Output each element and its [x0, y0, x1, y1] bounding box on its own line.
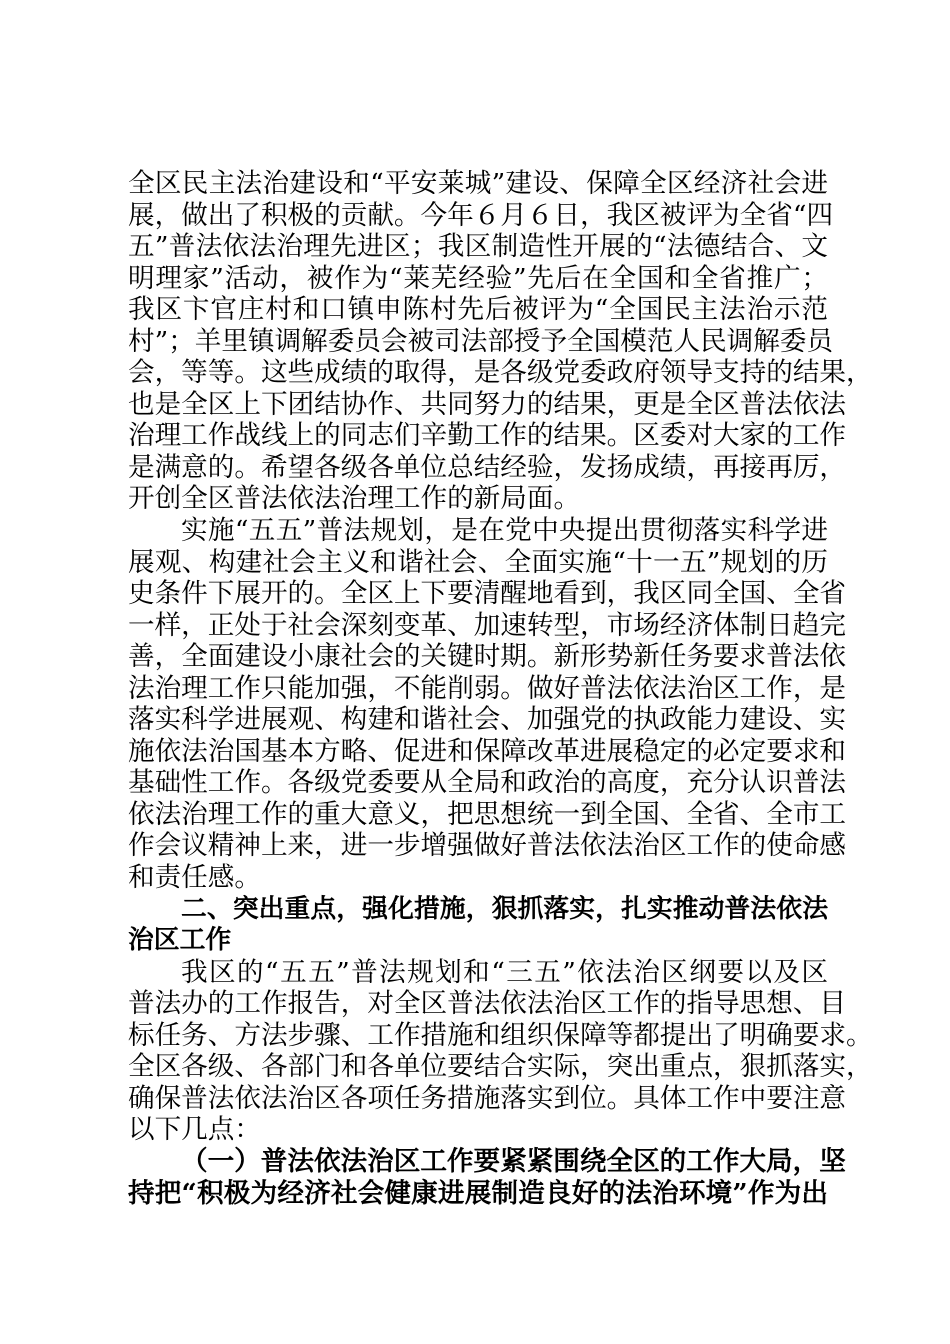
- body-line: 施依法治国基本方略、促进和保障改革进展稳定的必定要求和: [128, 735, 847, 767]
- body-line: 法治理工作只能加强，不能削弱。做好普法依法治区工作，是: [128, 672, 847, 704]
- paragraph-start-line: 实施“五五”普法规划，是在党中央提出贯彻落实科学进: [181, 515, 828, 547]
- document-body: [128, 168, 873, 1209]
- body-line: 也是全区上下团结协作、共同努力的结果，更是全区普法依法: [128, 388, 847, 420]
- body-line: 全区民主法治建设和“平安莱城”建设、保障全区经济社会进: [128, 168, 828, 199]
- body-line: 确保普法依法治区各项任务措施落实到位。具体工作中要注意: [128, 1082, 847, 1114]
- body-line: 以下几点：: [128, 1114, 261, 1146]
- body-line: 作会议精神上来，进一步增强做好普法依法治区工作的使命感: [128, 830, 847, 862]
- subheading-line: （一）普法依法治区工作要紧紧围绕全区的工作大局，坚: [181, 1145, 846, 1177]
- body-line: 展，做出了积极的贡献。今年６月６日，我区被评为全省“四: [128, 199, 834, 231]
- body-line: 基础性工作。各级党委要从全局和政治的高度，充分认识普法: [128, 767, 847, 799]
- body-line: 一样，正处于社会深刻变革、加速转型，市场经济体制日趋完: [128, 609, 847, 641]
- body-line: 依法治理工作的重大意义，把思想统一到全国、全省、全市工: [128, 798, 847, 830]
- body-line: 开创全区普法依法治理工作的新局面。: [128, 483, 581, 515]
- body-line: 全区各级、各部门和各单位要结合实际，突出重点，狠抓落实，: [128, 1051, 873, 1083]
- body-line: 落实科学进展观、构建和谐社会、加强党的执政能力建设、实: [128, 704, 847, 736]
- body-line: 明理家”活动，被作为“莱芜经验”先后在全国和全省推广；: [128, 262, 828, 294]
- body-line: 善，全面建设小康社会的关键时期。新形势新任务要求普法依: [128, 641, 847, 673]
- body-line: 普法办的工作报告，对全区普法依法治区工作的指导思想、目: [128, 988, 847, 1020]
- body-line: 五”普法依法治理先进区；我区制造性开展的“法德结合、文: [128, 231, 828, 263]
- body-line: 治理工作战线上的同志们辛勤工作的结果。区委对大家的工作: [128, 420, 847, 452]
- body-line: 会，等等。这些成绩的取得，是各级党委政府领导支持的结果，: [128, 357, 873, 389]
- body-line: 标任务、方法步骤、工作措施和组织保障等都提出了明确要求。: [128, 1019, 873, 1051]
- section-heading-line: 治区工作: [128, 925, 232, 956]
- body-line: 我区卞官庄村和口镇申陈村先后被评为“全国民主法治示范: [128, 294, 828, 326]
- body-line: 村”；羊里镇调解委员会被司法部授予全国模范人民调解委员: [128, 325, 834, 357]
- section-heading-line: 二、突出重点，强化措施，狠抓落实，扎实推动普法依法: [181, 893, 828, 924]
- body-line: 和责任感。: [128, 862, 261, 894]
- body-line: 是满意的。希望各级各单位总结经验，发扬成绩，再接再厉，: [128, 451, 847, 483]
- body-line: 展观、构建社会主义和谐社会、全面实施“十一五”规划的历: [128, 546, 828, 578]
- paragraph-start-line: 我区的“五五”普法规划和“三五”依法治区纲要以及区: [181, 956, 828, 988]
- subheading-line: 持把“积极为经济社会健康进展制造良好的法治环境”作为出: [128, 1177, 828, 1209]
- body-line: 史条件下展开的。全区上下要清醒地看到，我区同全国、全省: [128, 578, 847, 610]
